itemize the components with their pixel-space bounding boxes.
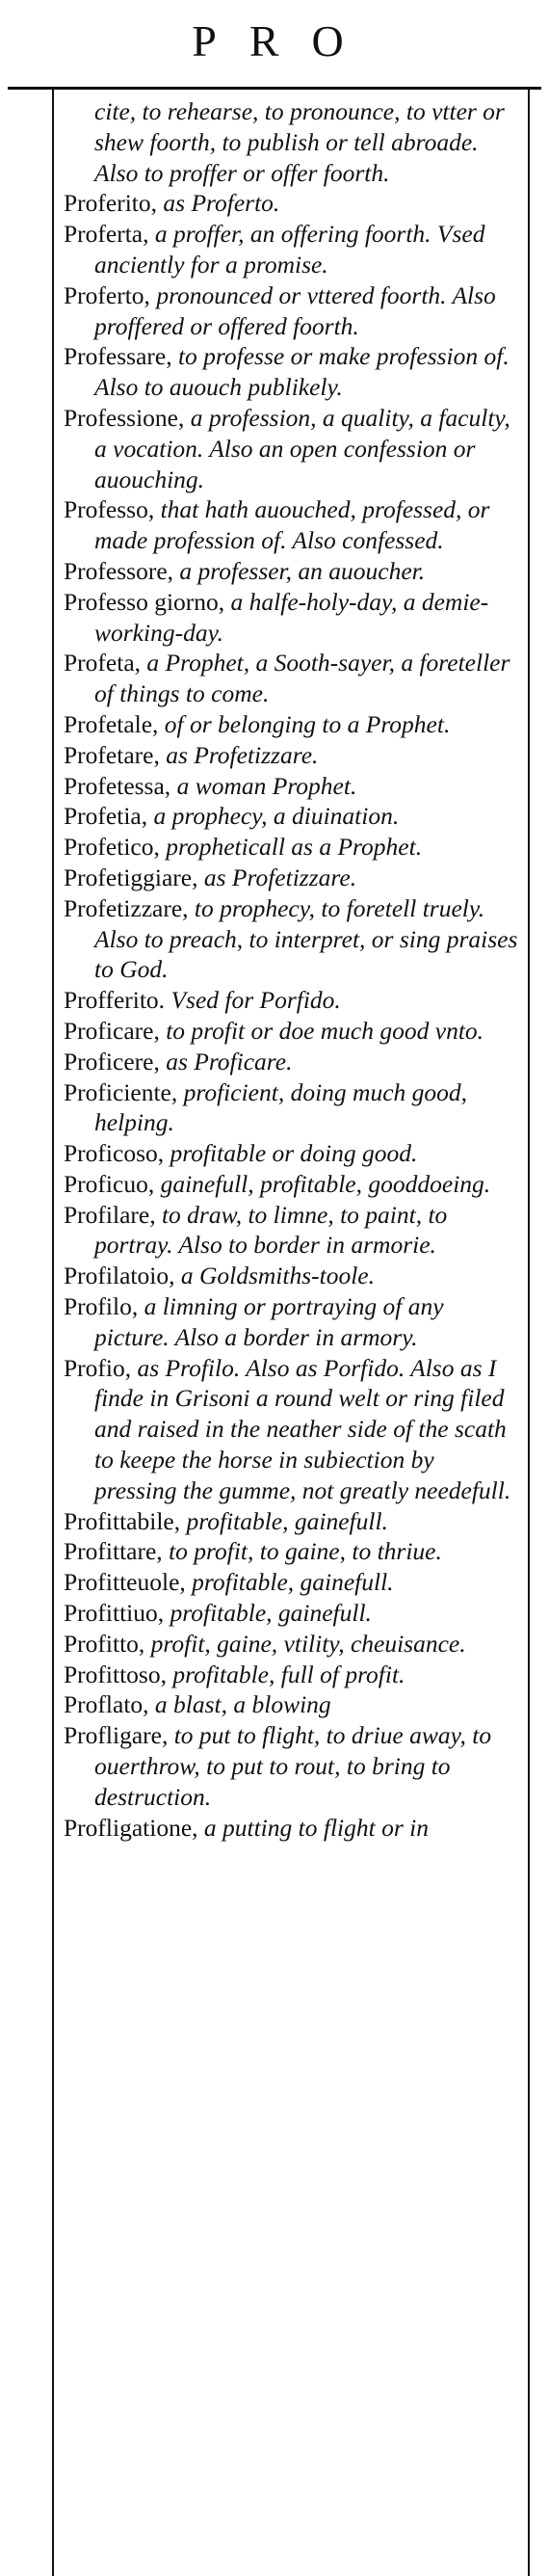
entry-headword: Profetiggiare, — [64, 863, 198, 891]
entry-headword: Profligare, — [64, 1721, 169, 1750]
entry-definition: a woman Prophet. — [176, 771, 357, 800]
entry-headword: Proficare, — [64, 1016, 160, 1045]
dictionary-entry — [64, 1689, 520, 1720]
entry-definition: as Proficare. — [166, 1047, 293, 1076]
dictionary-entry — [64, 1506, 520, 1537]
entry-headword: Profetia, — [64, 802, 148, 831]
entry-definition: profitable or doing good. — [170, 1139, 418, 1168]
entry-definition: profitable, gainefull. — [170, 1599, 372, 1628]
dictionary-entry — [64, 280, 520, 342]
dictionary-entry — [64, 985, 520, 1016]
entry-headword: Proferta, — [64, 220, 149, 249]
entry-headword: Profilatoio, — [64, 1261, 175, 1290]
entry-definition: Vsed for Porfido. — [170, 986, 341, 1015]
dictionary-entry — [64, 1660, 520, 1690]
dictionary-entry — [64, 709, 520, 740]
dictionary-entry — [64, 341, 520, 403]
dictionary-entry — [64, 1200, 520, 1261]
top-rule — [8, 87, 541, 90]
entry-headword: Professo, — [64, 495, 155, 524]
entry-headword: Proficiente, — [64, 1077, 178, 1106]
entry-definition: as Profetizzare. — [203, 863, 357, 891]
entry-headword: Proficuo, — [64, 1169, 155, 1198]
entry-definition: to profit or doe much good vnto. — [166, 1016, 484, 1045]
entry-definition: as Profetizzare. — [166, 740, 319, 769]
entry-definition: a blast, a blowing — [154, 1690, 331, 1719]
entry-definition: profitable, full of profit. — [172, 1660, 405, 1688]
entry-headword: Professo giorno, — [64, 587, 225, 616]
dictionary-entry — [64, 893, 520, 985]
right-column-rule — [528, 87, 530, 2576]
entry-definition: to profit, to gaine, to thriue. — [169, 1537, 442, 1566]
dictionary-entry — [64, 1138, 520, 1169]
entry-definition: as Profilo. Also as Porfido. Also as I finde in Grisoni a round welt or ring filed and raised in the neather side of the scath to keepe the horse in subiection by pressing the gumme, not greatly needefull. — [94, 1353, 511, 1504]
entry-headword: Proflato, — [64, 1690, 149, 1719]
dictionary-entry — [64, 1169, 520, 1200]
entry-definition: a profession, a quality, a faculty, a vocation. Also an open confession or auouching. — [94, 403, 510, 493]
entry-headword: Profetare, — [64, 740, 160, 769]
dictionary-entry — [64, 863, 520, 893]
entry-definition: to put to flight, to driue away, to ouerthrow, to put to rout, to bring to destruction. — [94, 1721, 492, 1811]
entry-headword: Professore, — [64, 556, 174, 585]
entry-headword: Profferito. — [64, 986, 166, 1015]
dictionary-entry — [64, 96, 520, 188]
dictionary-entry — [64, 587, 520, 649]
dictionary-entry — [64, 403, 520, 494]
entry-definition: that hath auouched, professed, or made profession of. Also confessed. — [94, 495, 490, 555]
entry-definition: profit, gaine, vtility, cheuisance. — [150, 1629, 466, 1658]
entry-headword: Proficoso, — [64, 1139, 165, 1168]
entry-definition: pronounced or vttered foorth. Also proffered or offered foorth. — [94, 280, 496, 340]
entry-definition: a professer, an auoucher. — [179, 556, 426, 585]
entry-headword: Proferto, — [64, 280, 150, 309]
entry-definition: of or belonging to a Prophet. — [164, 709, 451, 738]
left-column-rule — [52, 87, 54, 2576]
entry-definition: a prophecy, a diuination. — [153, 802, 400, 831]
entry-definition: as Proferto. — [163, 189, 280, 218]
dictionary-entry — [64, 801, 520, 832]
entry-headword: Profittiuo, — [64, 1599, 165, 1628]
dictionary-entry — [64, 1077, 520, 1139]
entry-headword: Profetale, — [64, 709, 159, 738]
dictionary-entry — [64, 1536, 520, 1567]
entry-definition: profitable, gainefull. — [192, 1568, 394, 1597]
entry-definition: a limning or portraying of any picture. Also a border in armory. — [94, 1292, 444, 1351]
entry-definition: propheticall as a Prophet. — [166, 833, 423, 862]
dictionary-entry — [64, 1016, 520, 1047]
entry-headword: Professione, — [64, 403, 185, 432]
dictionary-entry — [64, 1261, 520, 1291]
entry-definition: a Prophet, a Sooth-sayer, a foreteller of things to come. — [94, 649, 510, 708]
entry-headword: Proficere, — [64, 1047, 160, 1076]
entry-headword: Profittoso, — [64, 1660, 167, 1688]
entry-headword: Profligatione, — [64, 1813, 198, 1842]
entry-definition: to draw, to limne, to paint, to portray. Also to border in armorie. — [94, 1200, 448, 1260]
entry-headword: Profilo, — [64, 1292, 139, 1321]
entry-definition: to professe or make profession of. Also to auouch publikely. — [94, 342, 510, 402]
dictionary-entry — [64, 1353, 520, 1506]
entry-headword: Profitteuole, — [64, 1568, 186, 1597]
entry-headword: Profetizzare, — [64, 893, 189, 922]
dictionary-entry — [64, 219, 520, 280]
entry-definition: a proffer, an offering foorth. Vsed anciently for a promise. — [94, 220, 485, 279]
entry-definition: a Goldsmiths-toole. — [180, 1261, 375, 1290]
entry-definition: a halfe-holy-day, a demie-working-day. — [94, 587, 489, 647]
dictionary-entry — [64, 740, 520, 771]
dictionary-entry — [64, 1047, 520, 1077]
dictionary-entry — [64, 494, 520, 556]
entry-definition: a putting to flight or in — [203, 1813, 429, 1842]
entry-definition: profitable, gainefull. — [186, 1506, 388, 1535]
dictionary-entry — [64, 1567, 520, 1598]
dictionary-entry — [64, 771, 520, 802]
entry-definition: proficient, doing much good, helping. — [94, 1077, 468, 1137]
dictionary-entry — [64, 1598, 520, 1629]
entry-headword: Profeta, — [64, 649, 142, 677]
entry-headword: Professare, — [64, 342, 172, 371]
dictionary-entry — [64, 648, 520, 709]
entry-list — [64, 96, 520, 1843]
entry-headword: Profio, — [64, 1353, 132, 1382]
entry-headword: Profetico, — [64, 833, 160, 862]
entry-headword: Proferito, — [64, 189, 158, 218]
entry-headword: Profitto, — [64, 1629, 145, 1658]
entry-headword: Profilare, — [64, 1200, 156, 1229]
dictionary-entry — [64, 1291, 520, 1353]
dictionary-entry — [64, 1720, 520, 1812]
entry-definition: to prophecy, to foretell truely. Also to preach, to interpret, or sing praises to God. — [94, 893, 518, 984]
entry-headword: Profittare, — [64, 1537, 163, 1566]
dictionary-entry — [64, 832, 520, 863]
entry-definition: cite, to rehearse, to pronounce, to vtter or shew foorth, to publish or tell abroade. Also to proffer or offer foorth. — [94, 97, 505, 187]
running-head: PRO — [192, 16, 377, 66]
dictionary-entry — [64, 556, 520, 587]
entry-definition: gainefull, profitable, gooddoeing. — [160, 1169, 491, 1198]
dictionary-entry — [64, 1813, 520, 1844]
entry-headword: Profetessa, — [64, 771, 171, 800]
entry-headword: Profittabile, — [64, 1506, 181, 1535]
dictionary-entry — [64, 188, 520, 219]
dictionary-entry — [64, 1629, 520, 1660]
